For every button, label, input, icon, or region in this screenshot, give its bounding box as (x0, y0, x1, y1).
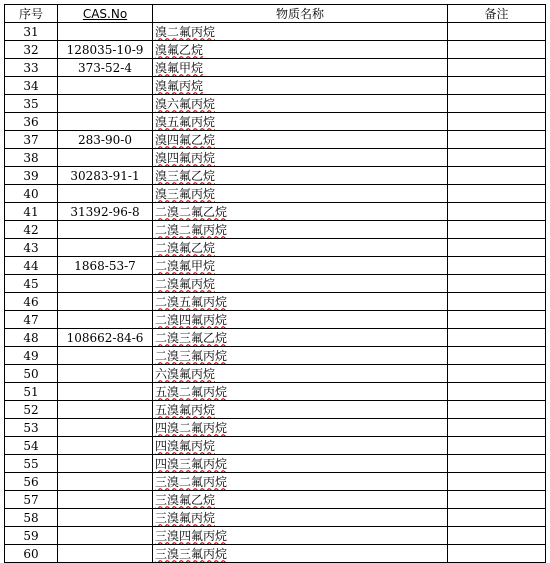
table-header-row (5, 5, 546, 23)
cell-substance-name (153, 545, 448, 563)
cell-serial-number: 32 (5, 41, 58, 59)
cell-substance-name (153, 185, 448, 203)
cell-remarks (448, 185, 546, 203)
substance-name-text: 五溴二氟丙烷 (155, 384, 228, 399)
table-row (5, 311, 546, 329)
cell-remarks (448, 527, 546, 545)
cell-substance-name (153, 275, 448, 293)
cell-remarks (448, 311, 546, 329)
cell-cas-number (58, 311, 153, 329)
cell-remarks (448, 149, 546, 167)
cell-remarks (448, 167, 546, 185)
cell-substance-name (153, 203, 448, 221)
cell-cas-number: 283-90-0 (58, 131, 153, 149)
substance-name-text: 四溴三氟丙烷 (155, 456, 228, 471)
table-row (5, 347, 546, 365)
cell-serial-number: 42 (5, 221, 58, 239)
cell-cas-number: 1868-53-7 (58, 257, 153, 275)
cell-serial-number: 60 (5, 545, 58, 563)
header-cas-number: CAS.No (58, 5, 153, 23)
cell-substance-name (153, 455, 448, 473)
cell-remarks (448, 545, 546, 563)
cell-remarks (448, 329, 546, 347)
substance-name-text: 溴四氟乙烷 (155, 132, 216, 147)
cell-substance-name (153, 311, 448, 329)
table-row (5, 41, 546, 59)
cell-substance-name (153, 473, 448, 491)
cell-substance-name (153, 113, 448, 131)
cell-cas-number (58, 455, 153, 473)
cell-cas-number (58, 95, 153, 113)
table-row (5, 473, 546, 491)
cell-serial-number: 58 (5, 509, 58, 527)
cell-remarks (448, 23, 546, 41)
cell-serial-number: 48 (5, 329, 58, 347)
substance-table (4, 4, 546, 563)
cell-cas-number (58, 401, 153, 419)
cell-serial-number: 47 (5, 311, 58, 329)
cell-substance-name (153, 509, 448, 527)
substance-name-text: 二溴二氟丙烷 (155, 222, 228, 237)
substance-name-text: 溴五氟丙烷 (155, 114, 216, 129)
table-row (5, 419, 546, 437)
cell-remarks (448, 59, 546, 77)
cell-cas-number (58, 275, 153, 293)
substance-name-text: 溴四氟丙烷 (155, 150, 216, 165)
cell-serial-number: 53 (5, 419, 58, 437)
substance-name-text: 溴二氟丙烷 (155, 24, 216, 39)
header-remarks: 备注 (448, 5, 546, 23)
cell-substance-name (153, 401, 448, 419)
cell-cas-number: 108662-84-6 (58, 329, 153, 347)
cell-cas-number (58, 545, 153, 563)
table-row (5, 491, 546, 509)
cell-remarks (448, 293, 546, 311)
cell-serial-number: 50 (5, 365, 58, 383)
substance-name-text: 三溴四氟丙烷 (155, 528, 228, 543)
cell-cas-number (58, 77, 153, 95)
cell-serial-number: 55 (5, 455, 58, 473)
cell-cas-number (58, 347, 153, 365)
table-row (5, 545, 546, 563)
cell-substance-name (153, 329, 448, 347)
cell-remarks (448, 419, 546, 437)
table-row (5, 527, 546, 545)
substance-name-text: 三溴三氟丙烷 (155, 546, 228, 561)
cell-remarks (448, 383, 546, 401)
cell-substance-name (153, 527, 448, 545)
cell-cas-number (58, 383, 153, 401)
cell-cas-number: 31392-96-8 (58, 203, 153, 221)
cell-substance-name (153, 221, 448, 239)
cell-substance-name (153, 59, 448, 77)
cell-cas-number (58, 221, 153, 239)
cell-remarks (448, 131, 546, 149)
cell-serial-number: 57 (5, 491, 58, 509)
cell-remarks (448, 77, 546, 95)
table-row (5, 509, 546, 527)
cell-substance-name (153, 149, 448, 167)
cell-remarks (448, 41, 546, 59)
cell-remarks (448, 473, 546, 491)
substance-name-text: 溴六氟丙烷 (155, 96, 216, 111)
cell-serial-number: 39 (5, 167, 58, 185)
table-row (5, 23, 546, 41)
cell-remarks (448, 221, 546, 239)
table-row (5, 95, 546, 113)
cell-cas-number (58, 113, 153, 131)
cell-serial-number: 35 (5, 95, 58, 113)
cell-serial-number: 52 (5, 401, 58, 419)
cell-serial-number: 43 (5, 239, 58, 257)
cell-remarks (448, 239, 546, 257)
cell-serial-number: 49 (5, 347, 58, 365)
cell-remarks (448, 491, 546, 509)
table-row (5, 149, 546, 167)
cell-substance-name (153, 131, 448, 149)
table-body (5, 23, 546, 563)
cell-serial-number: 46 (5, 293, 58, 311)
cell-serial-number: 41 (5, 203, 58, 221)
table-row (5, 221, 546, 239)
cell-substance-name (153, 365, 448, 383)
cell-cas-number (58, 473, 153, 491)
cell-cas-number: 373-52-4 (58, 59, 153, 77)
cell-substance-name (153, 437, 448, 455)
substance-name-text: 二溴氟甲烷 (155, 258, 216, 273)
table-row (5, 275, 546, 293)
substance-name-text: 溴氟甲烷 (155, 60, 204, 75)
cell-substance-name (153, 239, 448, 257)
table-row (5, 167, 546, 185)
cell-substance-name (153, 491, 448, 509)
cell-cas-number: 128035-10-9 (58, 41, 153, 59)
table-row (5, 77, 546, 95)
table-row (5, 437, 546, 455)
cell-serial-number: 45 (5, 275, 58, 293)
cell-cas-number (58, 509, 153, 527)
cell-serial-number: 31 (5, 23, 58, 41)
cell-serial-number: 56 (5, 473, 58, 491)
table-row (5, 365, 546, 383)
substance-name-text: 四溴二氟丙烷 (155, 420, 228, 435)
cell-serial-number: 34 (5, 77, 58, 95)
cell-serial-number: 51 (5, 383, 58, 401)
cell-remarks (448, 455, 546, 473)
cell-cas-number (58, 437, 153, 455)
cell-substance-name (153, 41, 448, 59)
cell-substance-name (153, 293, 448, 311)
table-row (5, 329, 546, 347)
substance-name-text: 二溴氟丙烷 (155, 276, 216, 291)
substance-name-text: 溴三氟乙烷 (155, 168, 216, 183)
table-row (5, 203, 546, 221)
table-row (5, 239, 546, 257)
cell-cas-number (58, 185, 153, 203)
cell-remarks (448, 401, 546, 419)
table-row (5, 257, 546, 275)
cell-remarks (448, 509, 546, 527)
substance-table-container (4, 4, 546, 563)
cell-cas-number: 30283-91-1 (58, 167, 153, 185)
table-row (5, 185, 546, 203)
table-row (5, 455, 546, 473)
substance-name-text: 三溴氟乙烷 (155, 492, 216, 507)
substance-name-text: 六溴氟丙烷 (155, 366, 216, 381)
cell-serial-number: 36 (5, 113, 58, 131)
cell-cas-number (58, 23, 153, 41)
cell-remarks (448, 203, 546, 221)
header-serial-number: 序号 (5, 5, 58, 23)
table-row (5, 131, 546, 149)
cell-substance-name (153, 77, 448, 95)
cell-remarks (448, 347, 546, 365)
table-row (5, 59, 546, 77)
table-row (5, 383, 546, 401)
table-row (5, 401, 546, 419)
cell-substance-name (153, 23, 448, 41)
cell-substance-name (153, 383, 448, 401)
substance-name-text: 二溴四氟丙烷 (155, 312, 228, 327)
cell-cas-number (58, 293, 153, 311)
cell-cas-number (58, 149, 153, 167)
cell-cas-number (58, 491, 153, 509)
cell-serial-number: 38 (5, 149, 58, 167)
substance-name-text: 二溴三氟乙烷 (155, 330, 228, 345)
cell-remarks (448, 365, 546, 383)
cell-remarks (448, 95, 546, 113)
cell-remarks (448, 257, 546, 275)
substance-name-text: 二溴氟乙烷 (155, 240, 216, 255)
cell-substance-name (153, 257, 448, 275)
header-substance-name: 物质名称 (153, 5, 448, 23)
cell-cas-number (58, 365, 153, 383)
substance-name-text: 二溴三氟丙烷 (155, 348, 228, 363)
substance-name-text: 溴氟乙烷 (155, 42, 204, 57)
substance-name-text: 二溴五氟丙烷 (155, 294, 228, 309)
cell-serial-number: 37 (5, 131, 58, 149)
substance-name-text: 溴三氟丙烷 (155, 186, 216, 201)
cell-remarks (448, 275, 546, 293)
cell-serial-number: 44 (5, 257, 58, 275)
substance-name-text: 三溴二氟丙烷 (155, 474, 228, 489)
cell-cas-number (58, 419, 153, 437)
table-row (5, 113, 546, 131)
cell-serial-number: 54 (5, 437, 58, 455)
substance-name-text: 二溴二氟乙烷 (155, 204, 228, 219)
cell-remarks (448, 437, 546, 455)
substance-name-text: 三溴氟丙烷 (155, 510, 216, 525)
cell-substance-name (153, 167, 448, 185)
cell-serial-number: 40 (5, 185, 58, 203)
cell-serial-number: 33 (5, 59, 58, 77)
substance-name-text: 五溴氟丙烷 (155, 402, 216, 417)
substance-name-text: 四溴氟丙烷 (155, 438, 216, 453)
substance-name-text: 溴氟丙烷 (155, 78, 204, 93)
cell-cas-number (58, 239, 153, 257)
table-row (5, 293, 546, 311)
cell-substance-name (153, 419, 448, 437)
cell-substance-name (153, 95, 448, 113)
cell-substance-name (153, 347, 448, 365)
cell-remarks (448, 113, 546, 131)
cell-cas-number (58, 527, 153, 545)
cell-serial-number: 59 (5, 527, 58, 545)
